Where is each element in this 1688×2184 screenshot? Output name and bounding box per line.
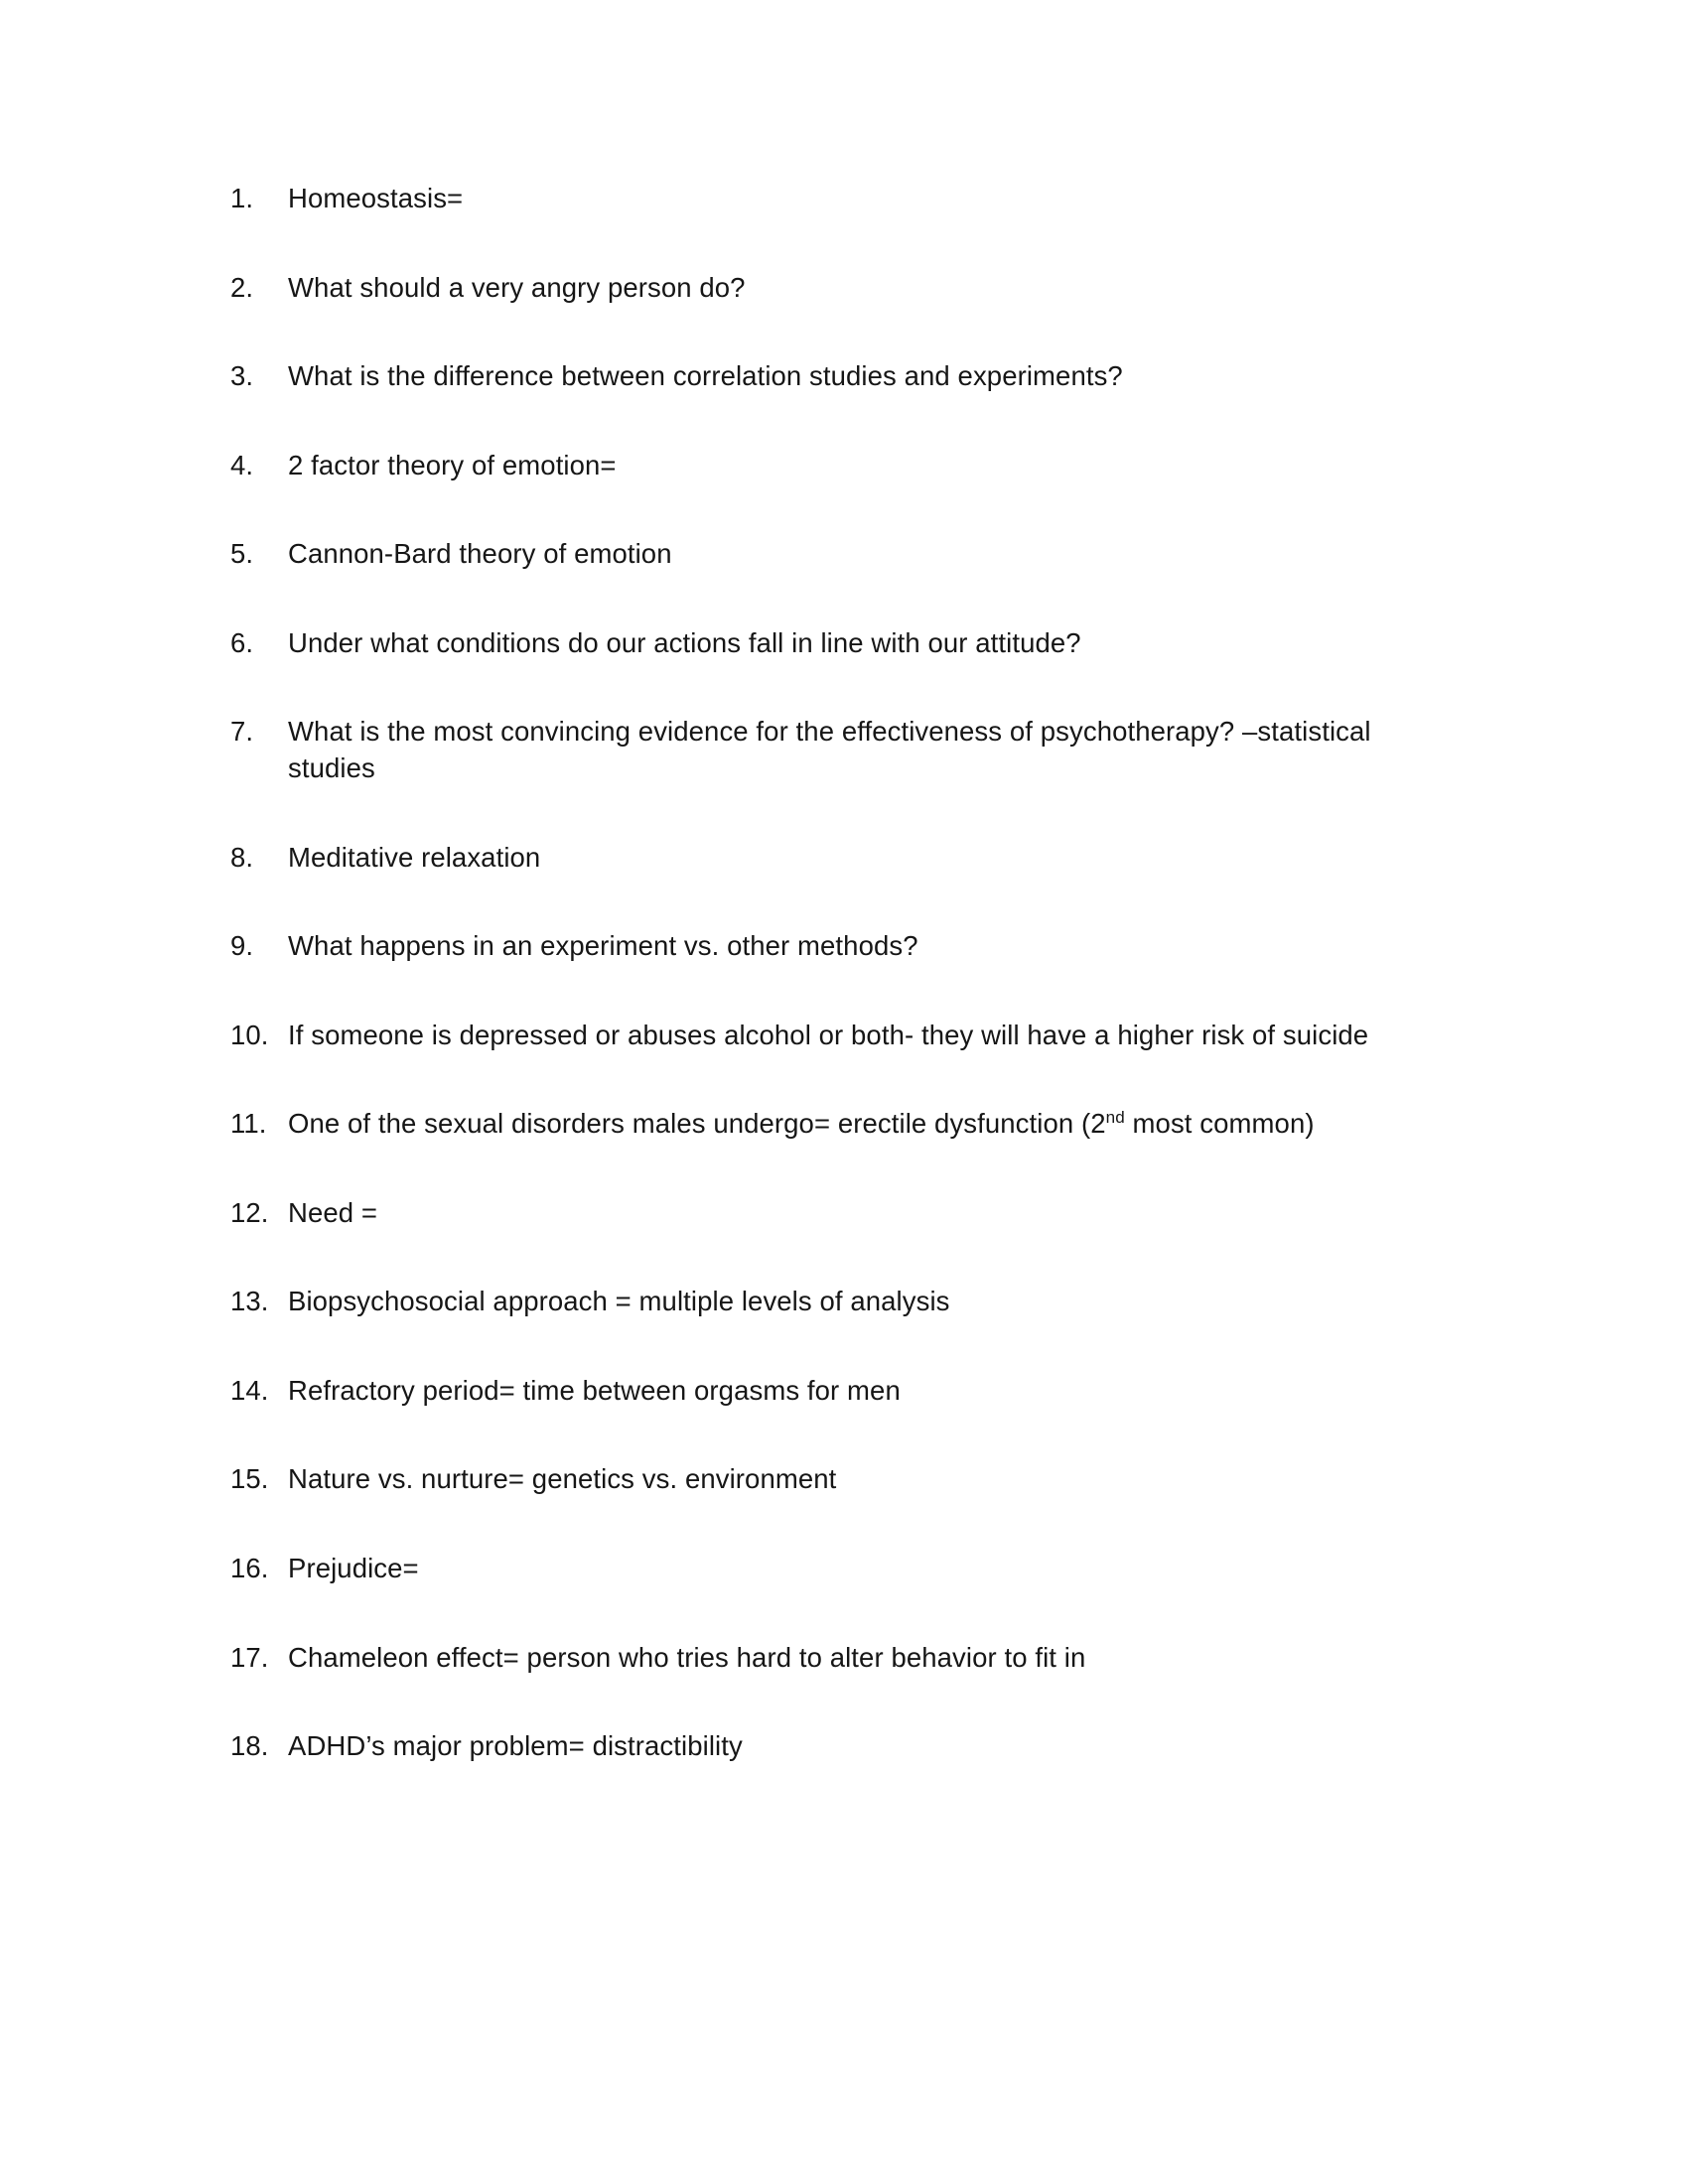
list-item-text: Meditative relaxation — [288, 841, 541, 873]
list-item-text: Biopsychosocial approach = multiple levels of analysis — [288, 1286, 950, 1317]
list-item — [230, 1461, 1452, 1498]
list-item-number: 4. — [230, 449, 254, 480]
list-item-number: 2. — [230, 271, 254, 303]
list-item-number: 7. — [230, 716, 254, 748]
question-list — [230, 181, 1452, 1765]
list-item — [230, 928, 1452, 965]
list-item-text: What is the most convincing evidence for the effectiveness of psychotherapy? –statistical studies — [288, 716, 1371, 783]
list-item — [230, 1640, 1452, 1677]
list-item-text: 2 factor theory of emotion= — [288, 449, 617, 480]
list-item — [230, 1284, 1452, 1320]
list-item-text: What should a very angry person do? — [288, 271, 746, 303]
list-item — [230, 1106, 1452, 1143]
list-item-text: ADHD’s major problem= distractibility — [288, 1730, 743, 1762]
list-item-text: Under what conditions do our actions fall in line with our attitude? — [288, 626, 1081, 658]
list-item — [230, 181, 1452, 217]
list-item — [230, 1373, 1452, 1410]
list-item-text: Chameleon effect= person who tries hard to alter behavior to fit in — [288, 1641, 1086, 1673]
list-item — [230, 1728, 1452, 1765]
document-body — [230, 181, 1452, 1818]
list-item — [230, 270, 1452, 307]
superscript-ordinal: nd — [1105, 1108, 1125, 1128]
list-item-text: Homeostasis= — [288, 183, 464, 213]
list-item-number: 11. — [230, 1108, 267, 1140]
list-item — [230, 625, 1452, 662]
list-item-text: Prejudice= — [288, 1553, 419, 1583]
list-item-number: 12. — [230, 1196, 269, 1228]
list-item-text: Cannon-Bard theory of emotion — [288, 538, 672, 570]
list-item-text: What is the difference between correlation studies and experiments? — [288, 360, 1123, 392]
list-item — [230, 840, 1452, 877]
list-item — [230, 1195, 1452, 1232]
list-item-number: 15. — [230, 1463, 269, 1495]
list-item-number: 3. — [230, 360, 254, 392]
list-item-text — [288, 1106, 1452, 1143]
list-item-number: 5. — [230, 538, 254, 570]
list-item-number: 14. — [230, 1374, 269, 1406]
list-item — [230, 358, 1452, 395]
list-item — [230, 714, 1452, 786]
list-item-text-pre: One of the sexual disorders males undergo= erectile dysfunction (2 — [288, 1108, 1106, 1140]
list-item-number: 13. — [230, 1286, 269, 1317]
list-item-number: 16. — [230, 1553, 269, 1583]
list-item — [230, 536, 1452, 573]
list-item-text-post: most common) — [1124, 1108, 1315, 1140]
list-item-text: If someone is depressed or abuses alcohol or both- they will have a higher risk of suicide — [288, 1019, 1369, 1050]
list-item-text: Need = — [288, 1196, 378, 1228]
list-item-number: 9. — [230, 930, 254, 962]
list-item-text: Nature vs. nurture= genetics vs. environment — [288, 1463, 837, 1495]
list-item — [230, 1018, 1452, 1054]
list-item-text: What happens in an experiment vs. other methods? — [288, 930, 918, 962]
list-item-number: 1. — [230, 183, 254, 213]
list-item-number: 10. — [230, 1019, 269, 1050]
list-item-number: 18. — [230, 1730, 269, 1762]
list-item — [230, 448, 1452, 484]
list-item-text: Refractory period= time between orgasms for men — [288, 1374, 901, 1406]
list-item — [230, 1551, 1452, 1587]
list-item-number: 6. — [230, 626, 254, 658]
list-item-number: 8. — [230, 841, 254, 873]
list-item-number: 17. — [230, 1641, 269, 1673]
